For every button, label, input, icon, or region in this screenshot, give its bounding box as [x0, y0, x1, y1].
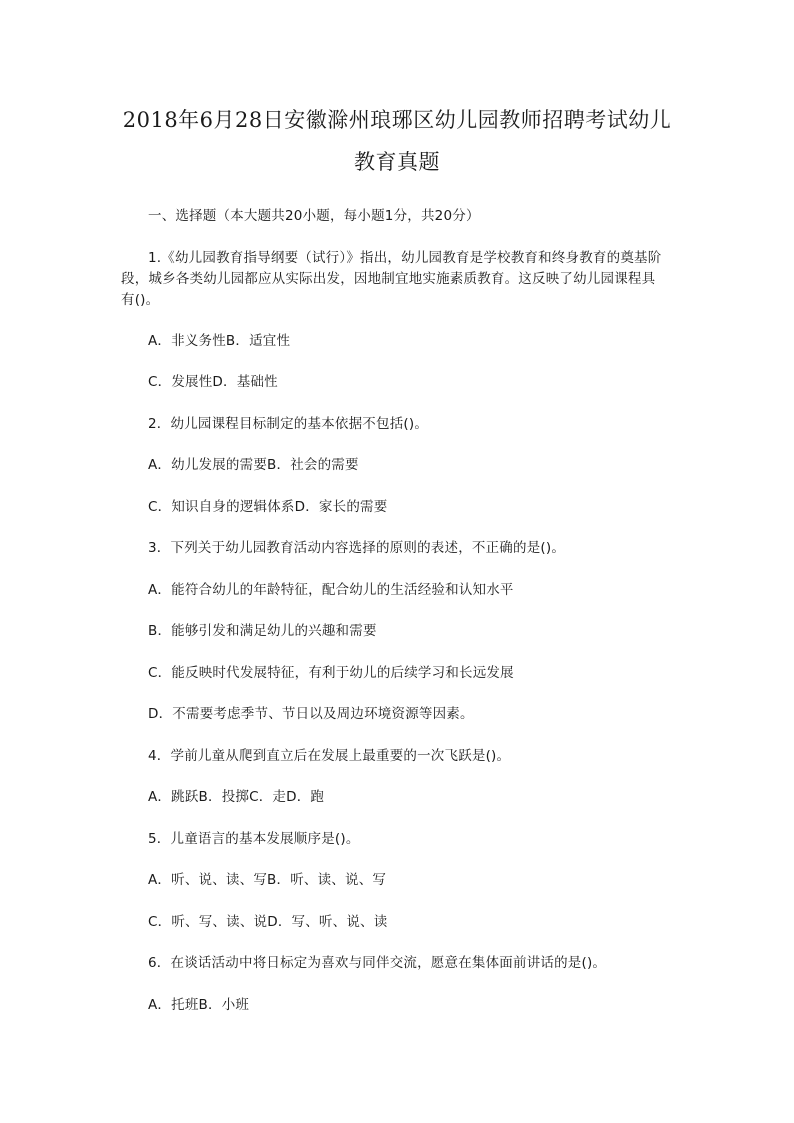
question-3-option-d: D．不需要考虑季节、节日以及周边环境资源等因素。 — [148, 706, 474, 722]
section-header: 一、选择题（本大题共20小题，每小题1分，共20分） — [148, 208, 480, 224]
question-6-options: A．托班B．小班 — [148, 997, 250, 1013]
question-1-options-line-2: C．发展性D．基础性 — [148, 374, 278, 390]
question-3-option-a: A．能符合幼儿的年龄特征，配合幼儿的生活经验和认知水平 — [148, 582, 514, 598]
question-3-stem: 3．下列关于幼儿园教育活动内容选择的原则的表述，不正确的是()。 — [148, 540, 566, 556]
question-3-option-c: C．能反映时代发展特征，有利于幼儿的后续学习和长远发展 — [148, 665, 514, 681]
question-5-options-line-1: A．听、说、读、写B．听、读、说、写 — [148, 872, 387, 888]
question-2-options-line-1: A．幼儿发展的需要B．社会的需要 — [148, 457, 359, 473]
question-1-stem-line-3: 有()。 — [121, 292, 160, 308]
question-4-stem: 4．学前儿童从爬到直立后在发展上最重要的一次飞跃是()。 — [148, 748, 511, 764]
question-2-options-line-2: C．知识自身的逻辑体系D．家长的需要 — [148, 499, 388, 515]
question-6-stem: 6．在谈话活动中将日标定为喜欢与同伴交流，愿意在集体面前讲话的是()。 — [148, 955, 607, 971]
question-1-stem-line-1: 1.《幼儿园教育指导纲要（试行）》指出，幼儿园教育是学校教育和终身教育的奠基阶 — [148, 250, 662, 266]
document-title-line-2: 教育真题 — [354, 150, 440, 174]
question-5-stem: 5．儿童语言的基本发展顺序是()。 — [148, 831, 360, 847]
document-title-line-1: 2018年6月28日安徽滁州琅琊区幼儿园教师招聘考试幼儿 — [122, 108, 672, 132]
question-5-options-line-2: C．听、写、读、说D．写、听、说、读 — [148, 914, 388, 930]
question-3-option-b: B．能够引发和满足幼儿的兴趣和需要 — [148, 623, 377, 639]
question-1-stem-line-2: 段，城乡各类幼儿园都应从实际出发，因地制宜地实施素质教育。这反映了幼儿园课程具 — [121, 271, 656, 287]
question-2-stem: 2．幼儿园课程目标制定的基本依据不包括()。 — [148, 416, 429, 432]
question-4-options: A．跳跃B．投掷C．走D．跑 — [148, 789, 325, 805]
question-1-options-line-1: A．非义务性B．适宜性 — [148, 333, 291, 349]
